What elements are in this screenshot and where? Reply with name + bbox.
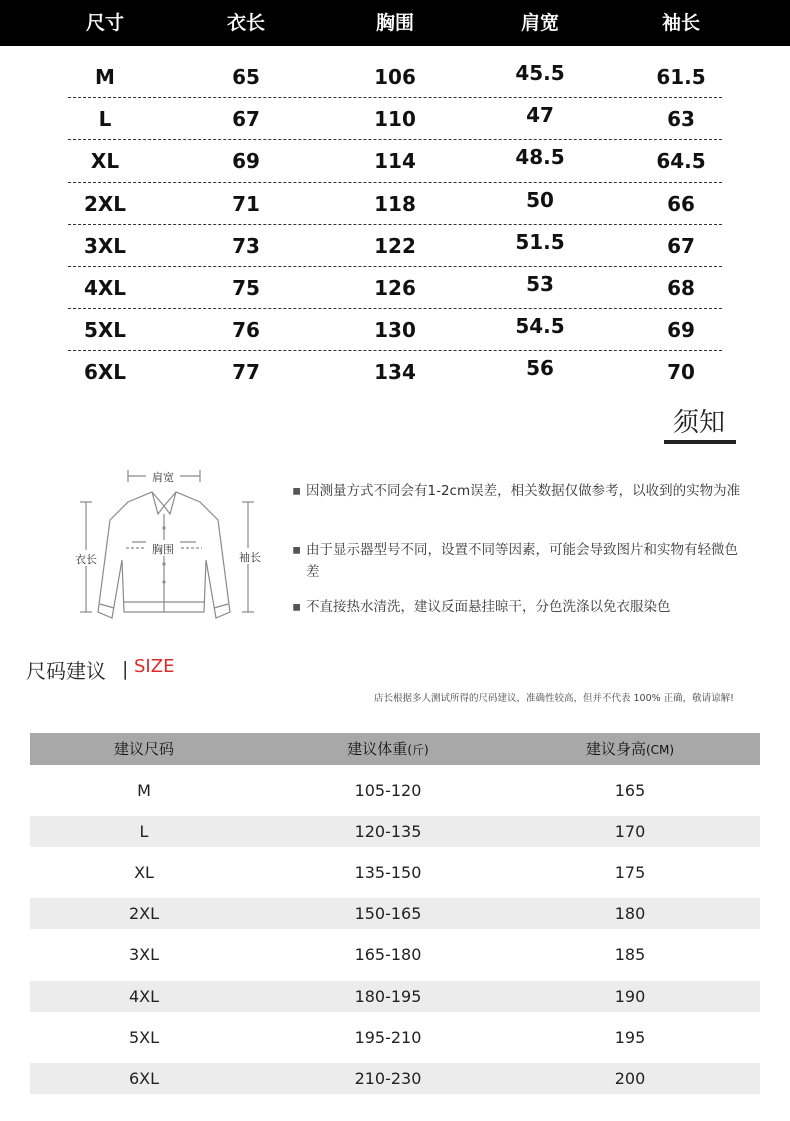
header-suggested-size: 建议尺码: [113, 740, 174, 758]
table-cell: 106: [374, 65, 416, 89]
table-cell: 210-230: [354, 1068, 422, 1088]
notice-title: 须知: [672, 408, 725, 438]
table-cell: L: [98, 107, 112, 132]
table-cell: 195-210: [354, 1027, 422, 1047]
label-chest: 胸围: [152, 543, 174, 556]
notice-item: ▪ 不直接热水清洗，建议反面悬挂晾干，分色洗涤以免衣服染色: [292, 596, 742, 618]
bullet-icon: ▪: [292, 599, 302, 615]
header-size: 尺寸: [85, 12, 124, 34]
notice-item: ▪ 因测量方式不同会有1-2cm误差，相关数据仅做参考，以收到的实物为准: [292, 480, 742, 502]
table-cell: 47: [526, 103, 554, 128]
header-length: 衣长: [226, 12, 265, 34]
table-cell: 71: [232, 191, 260, 216]
table-cell: 48.5: [515, 145, 565, 170]
header-suggested-height: 建议身高(CM): [585, 740, 675, 758]
table-cell: M: [95, 65, 115, 89]
jacket-diagram: [70, 462, 280, 634]
header-shoulder: 肩宽: [520, 12, 559, 34]
bullet-icon: ▪: [292, 483, 302, 499]
table-row: [0, 225, 790, 267]
suggestion-table-header: [30, 733, 760, 765]
table-cell: 70: [667, 360, 695, 385]
label-sleeve: 袖长: [239, 551, 261, 564]
suggestion-title-en: SIZE: [134, 656, 175, 677]
table-cell: 180: [614, 904, 646, 924]
table-cell: 69: [232, 149, 260, 174]
table-cell: 51.5: [515, 229, 565, 254]
table-cell: XL: [134, 863, 154, 883]
suggestion-disclaimer: 店长根据多人测试所得的尺码建议，准确性较高，但并不代表 100% 正确，敬请谅解!: [373, 693, 734, 704]
table-cell: 6XL: [83, 360, 127, 385]
table-row: [30, 857, 760, 888]
table-cell: 118: [374, 191, 416, 216]
table-row: [0, 140, 790, 182]
table-cell: 180-195: [354, 986, 422, 1006]
table-cell: 165-180: [354, 945, 422, 965]
table-cell: 105-120: [354, 781, 422, 800]
notice-underline: [664, 440, 736, 444]
table-row: [30, 939, 760, 970]
title-separator: |: [122, 658, 129, 680]
table-cell: 195: [614, 1027, 646, 1047]
table-cell: 2XL: [128, 904, 160, 924]
table-cell: 122: [374, 233, 416, 258]
header-chest: 胸围: [375, 12, 414, 34]
table-cell: 45.5: [515, 61, 565, 85]
table-cell: 175: [614, 863, 646, 883]
table-cell: 4XL: [128, 986, 160, 1006]
table-cell: 3XL: [83, 233, 127, 258]
table-row: [30, 1063, 760, 1094]
table-row: [0, 351, 790, 393]
size-table-header: [0, 0, 790, 46]
table-cell: 134: [374, 360, 416, 385]
table-row: [30, 898, 760, 929]
table-cell: 56: [526, 356, 554, 381]
label-shoulder: 肩宽: [152, 471, 174, 484]
table-cell: 2XL: [83, 191, 127, 216]
table-cell: 66: [667, 191, 695, 216]
table-cell: 4XL: [83, 276, 127, 300]
table-row: [30, 816, 760, 847]
table-cell: 190: [614, 986, 646, 1006]
header-sleeve: 袖长: [661, 12, 700, 34]
table-cell: 54.5: [515, 314, 565, 339]
table-cell: 65: [232, 65, 260, 89]
table-cell: 126: [374, 276, 416, 300]
table-cell: 53: [526, 272, 554, 296]
table-row: [0, 183, 790, 225]
table-cell: XL: [90, 149, 120, 174]
table-row: [0, 267, 790, 309]
table-cell: 130: [374, 318, 416, 343]
suggestion-title: 尺码建议: [26, 659, 106, 683]
table-cell: 67: [667, 233, 695, 258]
table-cell: L: [139, 822, 149, 842]
table-cell: 120-135: [354, 822, 422, 842]
table-cell: 135-150: [354, 863, 422, 883]
table-cell: 185: [614, 945, 646, 965]
table-cell: 110: [374, 107, 416, 132]
table-cell: 170: [614, 822, 646, 842]
table-cell: 64.5: [656, 149, 706, 174]
table-cell: 114: [374, 149, 416, 174]
table-cell: 165: [614, 781, 646, 800]
table-cell: 61.5: [656, 65, 706, 89]
table-cell: 63: [667, 107, 695, 132]
table-cell: M: [137, 781, 151, 800]
bullet-icon: ▪: [292, 542, 302, 558]
table-cell: 5XL: [128, 1027, 160, 1047]
table-row: [30, 1022, 760, 1053]
table-cell: 75: [232, 276, 260, 300]
table-cell: 6XL: [128, 1068, 160, 1088]
notice-item: ▪ 由于显示器型号不同，设置不同等因素，可能会导致图片和实物有轻微色差: [292, 539, 742, 583]
table-cell: 3XL: [128, 945, 160, 965]
table-cell: 73: [232, 233, 260, 258]
label-length: 衣长: [75, 553, 97, 566]
header-suggested-weight: 建议体重(斤): [347, 740, 429, 758]
table-cell: 200: [614, 1068, 646, 1088]
table-cell: 76: [232, 318, 260, 343]
table-cell: 69: [667, 318, 695, 343]
table-cell: 77: [232, 360, 260, 385]
table-row: [0, 309, 790, 351]
table-row: [0, 98, 790, 140]
table-cell: 50: [526, 187, 554, 212]
table-row: [0, 56, 790, 98]
table-cell: 5XL: [83, 318, 127, 343]
table-cell: 68: [667, 276, 695, 300]
table-cell: 67: [232, 107, 260, 132]
table-cell: 150-165: [354, 904, 422, 924]
table-row: [30, 981, 760, 1012]
table-row: [30, 775, 760, 806]
